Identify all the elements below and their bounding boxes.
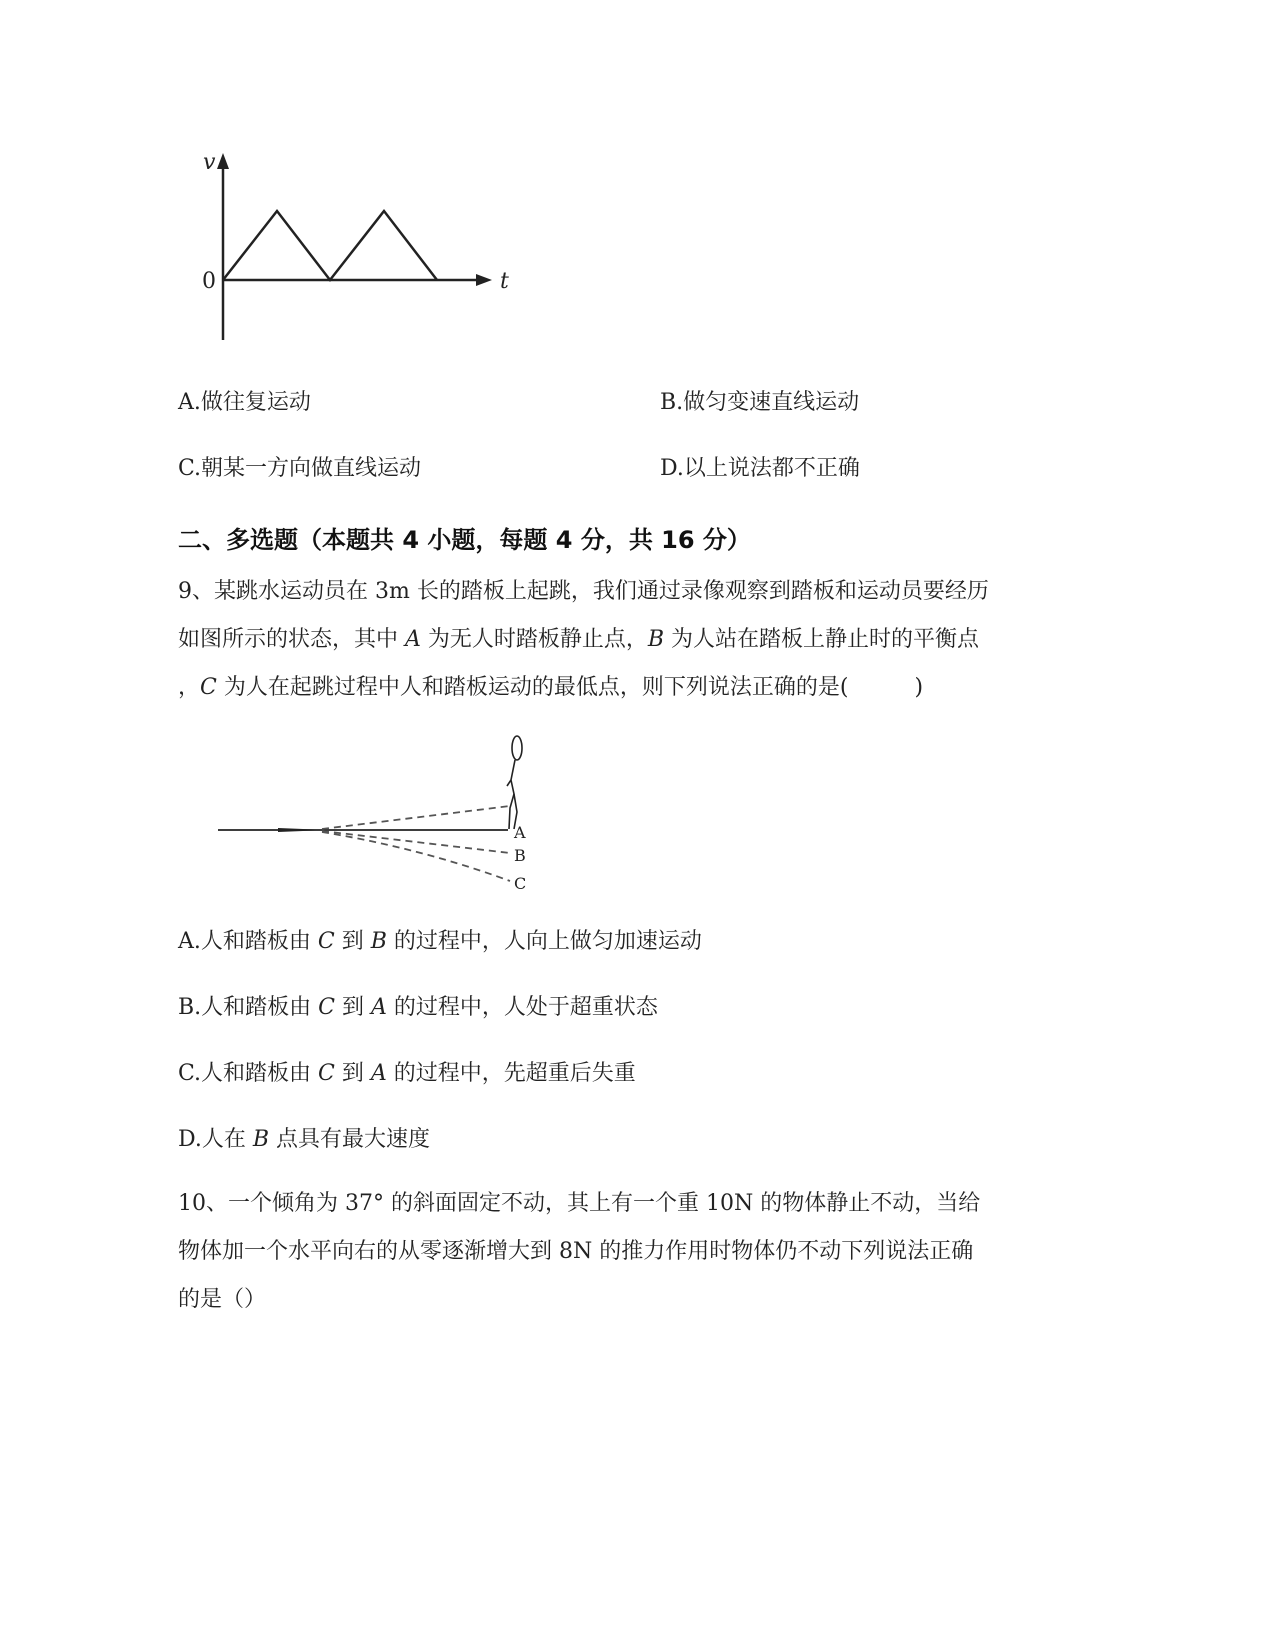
board-raised-dashed xyxy=(322,806,510,829)
q9-var-b: B xyxy=(647,627,665,652)
board-position-c xyxy=(322,832,510,881)
q9-var-a: A xyxy=(405,627,421,652)
q9-var-c: C xyxy=(200,675,217,700)
label-c: C xyxy=(514,874,527,893)
q8-option-a: A.做往复运动 xyxy=(178,390,311,415)
q9-option-d-post: 点具有最大速度 xyxy=(269,1127,431,1152)
diver-head xyxy=(512,736,522,760)
q9-line-2 xyxy=(178,616,989,664)
springboard-figure xyxy=(210,728,540,898)
v-axis-arrow xyxy=(217,153,229,169)
q10-line-2: 物体加一个水平向右的从零逐渐增大到 8N 的推力作用时物体仍不动下列说法正确 xyxy=(178,1239,974,1264)
q9-option-c-post: 的过程中，先超重后失重 xyxy=(386,1061,636,1086)
q9-option-c-var1: C xyxy=(318,1061,335,1086)
q8-option-b: B.做匀变速直线运动 xyxy=(660,390,860,415)
q9-line-2-mid: 为无人时踏板静止点， xyxy=(420,627,648,652)
velocity-time-graph xyxy=(190,145,530,350)
q10-stem xyxy=(178,1180,980,1324)
q9-option-a xyxy=(178,924,702,955)
q9-line-3 xyxy=(178,664,989,712)
q8-option-d: D.以上说法都不正确 xyxy=(660,456,860,481)
q9-option-d-pre: D.人在 xyxy=(178,1127,253,1152)
q9-line-1: 9、某跳水运动员在 3m 长的踏板上起跳，我们通过录像观察到踏板和运动员要经历 xyxy=(178,579,989,604)
section-heading: 二、多选题（本题共 4 小题，每题 4 分，共 16 分） xyxy=(178,526,751,554)
q9-option-c xyxy=(178,1056,636,1087)
q9-option-b-post: 的过程中，人处于超重状态 xyxy=(386,995,658,1020)
t-axis-arrow xyxy=(476,274,492,286)
q9-stem xyxy=(178,568,989,712)
q9-line-3-post: 为人在起跳过程中人和踏板运动的最低点，则下列说法正确的是( ) xyxy=(216,675,924,700)
q9-line-2-post: 为人站在踏板上静止时的平衡点 xyxy=(664,627,980,652)
q9-option-d xyxy=(178,1122,430,1153)
q9-option-c-var2: A xyxy=(370,1061,387,1086)
q9-option-b-mid: 到 xyxy=(335,995,371,1020)
v-axis-label: v xyxy=(203,150,216,175)
q9-option-a-mid: 到 xyxy=(334,929,371,954)
q9-option-c-mid: 到 xyxy=(334,1061,371,1086)
diver-figure xyxy=(507,736,522,829)
board-position-b xyxy=(322,831,510,853)
q9-option-b xyxy=(178,990,658,1021)
q9-option-b-var1: C xyxy=(318,995,335,1020)
q10-line-1: 10、一个倾角为 37° 的斜面固定不动，其上有一个重 10N 的物体静止不动，当给 xyxy=(178,1191,981,1216)
q9-line-2-pre: 如图所示的状态，其中 xyxy=(178,627,405,652)
t-axis-label: t xyxy=(500,269,509,294)
velocity-curve xyxy=(223,211,437,280)
q10-line-3: 的是（） xyxy=(178,1287,267,1312)
q9-option-c-pre: C.人和踏板由 xyxy=(178,1061,319,1086)
graph-axes xyxy=(217,153,492,340)
q9-option-a-var2: B xyxy=(370,929,387,954)
q8-option-c: C.朝某一方向做直线运动 xyxy=(178,456,422,481)
label-b: B xyxy=(514,846,526,865)
q9-option-b-pre: B.人和踏板由 xyxy=(178,995,319,1020)
q9-option-a-pre: A.人和踏板由 xyxy=(178,929,318,954)
origin-label: 0 xyxy=(202,269,216,294)
q9-option-a-post: 的过程中，人向上做匀加速运动 xyxy=(386,929,702,954)
label-a: A xyxy=(514,823,526,842)
q9-option-a-var1: C xyxy=(317,929,335,954)
q9-option-d-var1: B xyxy=(252,1127,270,1152)
q9-line-3-pre: ， xyxy=(178,675,201,700)
q9-option-b-var2: A xyxy=(371,995,387,1020)
